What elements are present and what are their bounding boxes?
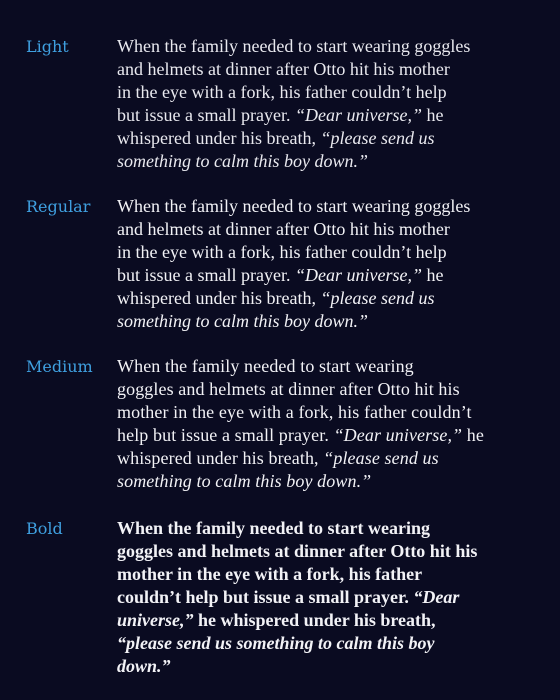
text-run: he whispered under his breath, (193, 610, 436, 630)
paragraph-line (117, 563, 537, 586)
paragraph-line (117, 81, 537, 104)
text-run: but issue a small prayer. (117, 105, 295, 125)
paragraph-line (117, 447, 537, 470)
text-run: mother in the eye with a fork, his father couldn’t (117, 402, 472, 422)
italic-quote: something to calm this boy down.” (117, 471, 372, 491)
italic-quote: universe,” (117, 610, 194, 630)
paragraph-line (117, 540, 537, 563)
paragraph-line (117, 655, 537, 678)
paragraph-line (117, 586, 537, 609)
italic-quote: “please send us something to calm this boy (117, 633, 435, 653)
text-run: When the family needed to start wearing (117, 356, 414, 376)
paragraph-line (117, 355, 537, 378)
text-run: help but issue a small prayer. (117, 425, 334, 445)
paragraph-line (117, 470, 537, 493)
italic-quote: “Dear (413, 587, 460, 607)
text-run: whispered under his breath, (117, 288, 321, 308)
italic-quote: down.” (117, 656, 171, 676)
paragraph-line (117, 241, 537, 264)
sample-paragraph-bold (117, 517, 537, 678)
paragraph-line (117, 218, 537, 241)
paragraph-line (117, 150, 537, 173)
weight-label-regular: Regular (26, 197, 91, 216)
sample-paragraph-medium (117, 355, 537, 493)
italic-quote: “Dear universe,” (294, 105, 422, 125)
paragraph-line (117, 378, 537, 401)
italic-quote: “Dear universe,” (333, 425, 463, 445)
text-run: in the eye with a fork, his father couldn’t help (117, 82, 447, 102)
text-run: mother in the eye with a fork, his father (117, 564, 423, 584)
paragraph-line (117, 35, 537, 58)
paragraph-line (117, 401, 537, 424)
text-run: in the eye with a fork, his father couldn’t help (117, 242, 447, 262)
paragraph-line (117, 287, 537, 310)
italic-quote: “please send us (320, 288, 435, 308)
sample-paragraph-light (117, 35, 537, 173)
italic-quote: something to calm this boy down.” (117, 311, 368, 331)
italic-quote: “Dear universe,” (294, 265, 422, 285)
italic-quote: “please send us (323, 448, 439, 468)
paragraph-line (117, 58, 537, 81)
sample-paragraph-regular (117, 195, 537, 333)
paragraph-line (117, 127, 537, 150)
text-run: couldn’t help but issue a small prayer. (117, 587, 414, 607)
text-run: When the family needed to start wearing (117, 518, 430, 538)
paragraph-line (117, 310, 537, 333)
text-run: When the family needed to start wearing goggles (117, 36, 471, 56)
text-run: he (421, 105, 444, 125)
weight-label-light: Light (26, 37, 69, 56)
italic-quote: something to calm this boy down.” (117, 151, 368, 171)
paragraph-line (117, 195, 537, 218)
text-run: but issue a small prayer. (117, 265, 295, 285)
text-run: When the family needed to start wearing goggles (117, 196, 471, 216)
italic-quote: “please send us (320, 128, 435, 148)
text-run: goggles and helmets at dinner after Otto hit his (117, 379, 460, 399)
text-run: and helmets at dinner after Otto hit his mother (117, 219, 450, 239)
weight-label-medium: Medium (26, 357, 93, 376)
text-run: whispered under his breath, (117, 448, 324, 468)
paragraph-line (117, 632, 537, 655)
text-run: whispered under his breath, (117, 128, 321, 148)
paragraph-line (117, 517, 537, 540)
text-run: he (462, 425, 484, 445)
paragraph-line (117, 264, 537, 287)
paragraph-line (117, 104, 537, 127)
weight-label-bold: Bold (26, 519, 63, 538)
paragraph-line (117, 424, 537, 447)
text-run: and helmets at dinner after Otto hit his mother (117, 59, 450, 79)
text-run: he (421, 265, 444, 285)
text-run: goggles and helmets at dinner after Otto hit his (117, 541, 478, 561)
paragraph-line (117, 609, 537, 632)
